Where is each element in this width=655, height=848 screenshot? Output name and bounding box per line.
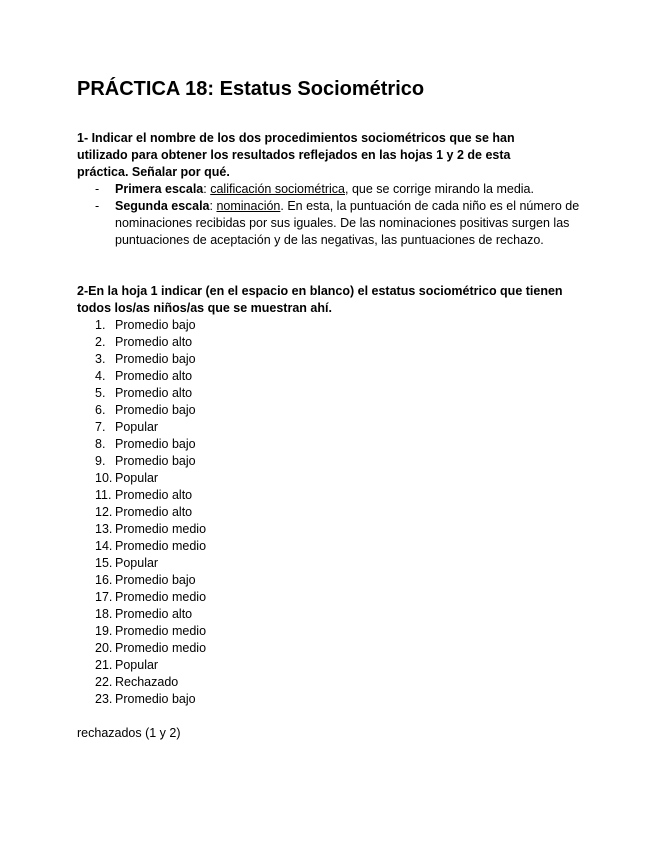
answer-value: Promedio bajo bbox=[115, 692, 196, 706]
answer-number: 4. bbox=[95, 369, 106, 383]
answer-number: 16. bbox=[95, 573, 113, 587]
question-1-text: 1- Indicar el nombre de los dos procedimientos sociométricos que se han utilizado para obtener los resultados reflejados en las hojas 1 y 2 de esta práctica. Señalar por qué. bbox=[77, 131, 515, 179]
bullet-dash: - bbox=[95, 199, 100, 213]
answer-value: Popular bbox=[115, 658, 159, 672]
answer-number: 21. bbox=[95, 658, 113, 672]
answer-item bbox=[77, 368, 477, 385]
answer-value: Promedio bajo bbox=[115, 318, 196, 332]
page-title: PRÁCTICA 18: Estatus Sociométrico bbox=[77, 78, 425, 100]
answer-number: 1. bbox=[95, 318, 106, 332]
answer-value: Promedio medio bbox=[115, 624, 207, 638]
answer-value: Promedio bajo bbox=[115, 403, 196, 417]
answer-item bbox=[77, 351, 477, 368]
question-2-answer-list bbox=[77, 317, 477, 708]
answer-item bbox=[77, 538, 477, 555]
answer-value: Promedio alto bbox=[115, 505, 193, 519]
bullet-term: nominación bbox=[216, 199, 281, 213]
answer-number: 7. bbox=[95, 420, 106, 434]
bullet-separator: : bbox=[209, 199, 217, 213]
answer-item bbox=[77, 436, 477, 453]
answer-value: Promedio bajo bbox=[115, 352, 196, 366]
answer-value: Promedio alto bbox=[115, 335, 193, 349]
bullet-item-second-scale bbox=[77, 198, 587, 249]
answer-number: 2. bbox=[95, 335, 106, 349]
bullet-label: Segunda escala bbox=[115, 199, 210, 213]
question-2-text: 2-En la hoja 1 indicar (en el espacio en blanco) el estatus sociométrico que tienen todos los/as niños/as que se muestran ahí. bbox=[77, 284, 563, 315]
answer-item bbox=[77, 657, 477, 674]
bullet-item-first-scale bbox=[77, 181, 587, 198]
answer-number: 11. bbox=[95, 488, 112, 502]
answer-value: Promedio alto bbox=[115, 607, 193, 621]
answer-item bbox=[77, 334, 477, 351]
answer-value: Popular bbox=[115, 420, 159, 434]
answer-number: 8. bbox=[95, 437, 106, 451]
answer-value: Promedio bajo bbox=[115, 454, 196, 468]
answer-value: Promedio medio bbox=[115, 522, 207, 536]
answer-value: Promedio medio bbox=[115, 590, 207, 604]
answer-item bbox=[77, 674, 477, 691]
answer-item bbox=[77, 504, 477, 521]
answer-item bbox=[77, 470, 477, 487]
answer-item bbox=[77, 572, 477, 589]
answer-number: 13. bbox=[95, 522, 113, 536]
answer-value: Promedio medio bbox=[115, 539, 207, 553]
answer-item bbox=[77, 317, 477, 334]
answer-item bbox=[77, 691, 477, 708]
footer-note: rechazados (1 y 2) bbox=[77, 726, 181, 740]
bullet-rest: . En esta, la puntuación de cada niño es el número de nominaciones recibidas por sus iguales. De las nominaciones positivas surgen las puntuaciones de aceptación y de las negativas, las puntuaciones de rechazo. bbox=[115, 199, 580, 247]
answer-value: Promedio alto bbox=[115, 369, 193, 383]
answer-value: Rechazado bbox=[115, 675, 179, 689]
answer-item bbox=[77, 606, 477, 623]
answer-value: Popular bbox=[115, 471, 159, 485]
answer-number: 9. bbox=[95, 454, 106, 468]
answer-value: Promedio bajo bbox=[115, 573, 196, 587]
answer-number: 5. bbox=[95, 386, 106, 400]
answer-item bbox=[77, 402, 477, 419]
answer-item bbox=[77, 589, 477, 606]
answer-number: 20. bbox=[95, 641, 113, 655]
answer-number: 6. bbox=[95, 403, 106, 417]
answer-number: 17. bbox=[95, 590, 113, 604]
answer-item bbox=[77, 555, 477, 572]
answer-item bbox=[77, 385, 477, 402]
answer-item bbox=[77, 521, 477, 538]
answer-number: 22. bbox=[95, 675, 113, 689]
question-1-bullet-list bbox=[77, 181, 587, 249]
bullet-separator: : bbox=[203, 182, 211, 196]
answer-value: Promedio alto bbox=[115, 386, 193, 400]
answer-item bbox=[77, 487, 477, 504]
answer-number: 19. bbox=[95, 624, 113, 638]
answer-value: Promedio alto bbox=[115, 488, 193, 502]
answer-number: 15. bbox=[95, 556, 113, 570]
answer-number: 12. bbox=[95, 505, 113, 519]
answer-number: 23. bbox=[95, 692, 113, 706]
bullet-label: Primera escala bbox=[115, 182, 204, 196]
bullet-rest: , que se corrige mirando la media. bbox=[345, 182, 534, 196]
bullet-term: calificación sociométrica bbox=[210, 182, 345, 196]
answer-number: 10. bbox=[95, 471, 113, 485]
answer-number: 14. bbox=[95, 539, 113, 553]
answer-number: 3. bbox=[95, 352, 106, 366]
answer-item bbox=[77, 453, 477, 470]
answer-value: Promedio bajo bbox=[115, 437, 196, 451]
answer-value: Popular bbox=[115, 556, 159, 570]
answer-number: 18. bbox=[95, 607, 113, 621]
answer-value: Promedio medio bbox=[115, 641, 207, 655]
answer-item bbox=[77, 623, 477, 640]
answer-item bbox=[77, 640, 477, 657]
answer-item bbox=[77, 419, 477, 436]
bullet-dash: - bbox=[95, 182, 100, 196]
